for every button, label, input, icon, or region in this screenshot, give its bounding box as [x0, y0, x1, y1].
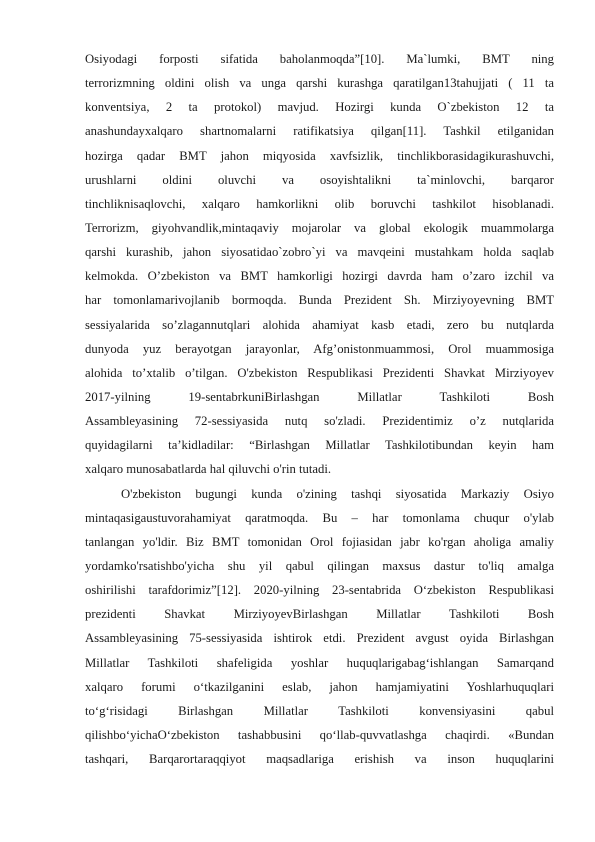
text-line: kelmokda. O’zbekiston va BMT hamkorligi hozirgi davrda ham o’zaro izchil va: [85, 269, 554, 284]
text-line: xalqaro forumi o‘tkazilganini eslab, jahon hamjamiyatini Yoshlarhuquqlari: [85, 679, 554, 694]
text-line: urushlarni oldini oluvchi va osoyishtalikni ta`minlovchi, barqaror: [85, 172, 554, 187]
text-line: qarshi kurashib, jahon siyosatidao`zobro`yi va mavqeini mustahkam holda saqlab: [85, 245, 554, 260]
text-line: Terrorizm, giyohvandlik,mintaqaviy mojarolar va global ekologik muammolarga: [85, 220, 554, 235]
text-line: Assambleyasining 72-sessiyasida nutq so'zladi. Prezidentimiz o’z nutqlarida: [85, 414, 554, 429]
text-line: prezidenti Shavkat MirziyoyevBirlashgan Millatlar Tashkiloti Bosh: [85, 607, 554, 622]
text-line: hozirga qadar BMT jahon miqyosida xavfsizlik, tinchlikborasidagikurashuvchi,: [85, 148, 554, 163]
text-line: anashundayxalqaro shartnomalarni ratifikatsiya qilgan[11]. Tashkil etilganidan: [85, 124, 554, 139]
paragraph-2: [85, 482, 554, 772]
text-line: terrorizmning oldini olish va unga qarshi kurashga qaratilgan13tahujjati ( 11 ta: [85, 76, 554, 91]
document-page: [85, 47, 554, 771]
text-line: Osiyodagi forposti sifatida baholanmoqda”[10]. Ma`lumki, BMT ning: [85, 52, 554, 66]
text-line: dunyoda yuz berayotgan jarayonlar, Afg’onistonmuammosi, Orol muammosiga: [85, 341, 554, 356]
text-line: alohida to’xtalib o’tilgan. O'zbekiston Respublikasi Prezidenti Shavkat Mirziyoyev: [85, 365, 554, 380]
text-line: Millatlar Tashkiloti shafeligida yoshlar huquqlarigabag‘ishlangan Samarqand: [85, 655, 554, 670]
text-line: to‘g‘risidagi Birlashgan Millatlar Tashkiloti konvensiyasini qabul: [85, 703, 554, 718]
text-line: mintaqasigaustuvorahamiyat qaratmoqda. Bu – har tomonlama chuqur o'ylab: [85, 510, 554, 525]
text-line: quyidagilarni ta’kidladilar: “Birlashgan Millatlar Tashkilotibundan keyin ham: [85, 438, 554, 453]
text-line: oshirilishi tarafdorimiz”[12]. 2020-yilning 23-sentabrida O‘zbekiston Respublikasi: [85, 583, 554, 598]
text-line: 2017-yilning 19-sentabrkuniBirlashgan Millatlar Tashkiloti Bosh: [85, 389, 554, 404]
text-line: konventsiya, 2 ta protokol) mavjud. Hozirgi kunda O`zbekiston 12 ta: [85, 100, 554, 115]
text-line: tashqari, Barqarortaraqqiyot maqsadlariga erishish va inson huquqlarini: [85, 752, 554, 767]
paragraph-1: [85, 47, 554, 482]
text-line: Assambleyasining 75-sessiyasida ishtirok etdi. Prezident avgust oyida Birlashgan: [85, 631, 554, 646]
text-line: yordamko'rsatishbo'yicha shu yil qabul qilingan maxsus dastur to'liq amalga: [85, 558, 554, 573]
text-line: tanlangan yo'ldir. Biz BMT tomonidan Orol fojiasidan jabr ko'rgan aholiga amaliy: [85, 534, 554, 549]
text-line: xalqaro munosabatlarda hal qiluvchi o'rin tutadi.: [85, 462, 332, 477]
text-line: tinchliknisaqlovchi, xalqaro hamkorlikni olib boruvchi tashkilot hisoblanadi.: [85, 196, 554, 211]
text-line: qilishbo‘yichaO‘zbekiston tashabbusini qo‘llab-quvvatlashga chaqirdi. «Bundan: [85, 727, 554, 742]
text-line: O'zbekiston bugungi kunda o'zining tashqi siyosatida Markaziy Osiyo: [121, 486, 554, 501]
text-line: har tomonlamarivojlanib bormoqda. Bunda Prezident Sh. Mirziyoyevning BMT: [85, 293, 554, 308]
text-line: sessiyalarida so’zlagannutqlari alohida ahamiyat kasb etadi, zero bu nutqlarda: [85, 317, 554, 332]
